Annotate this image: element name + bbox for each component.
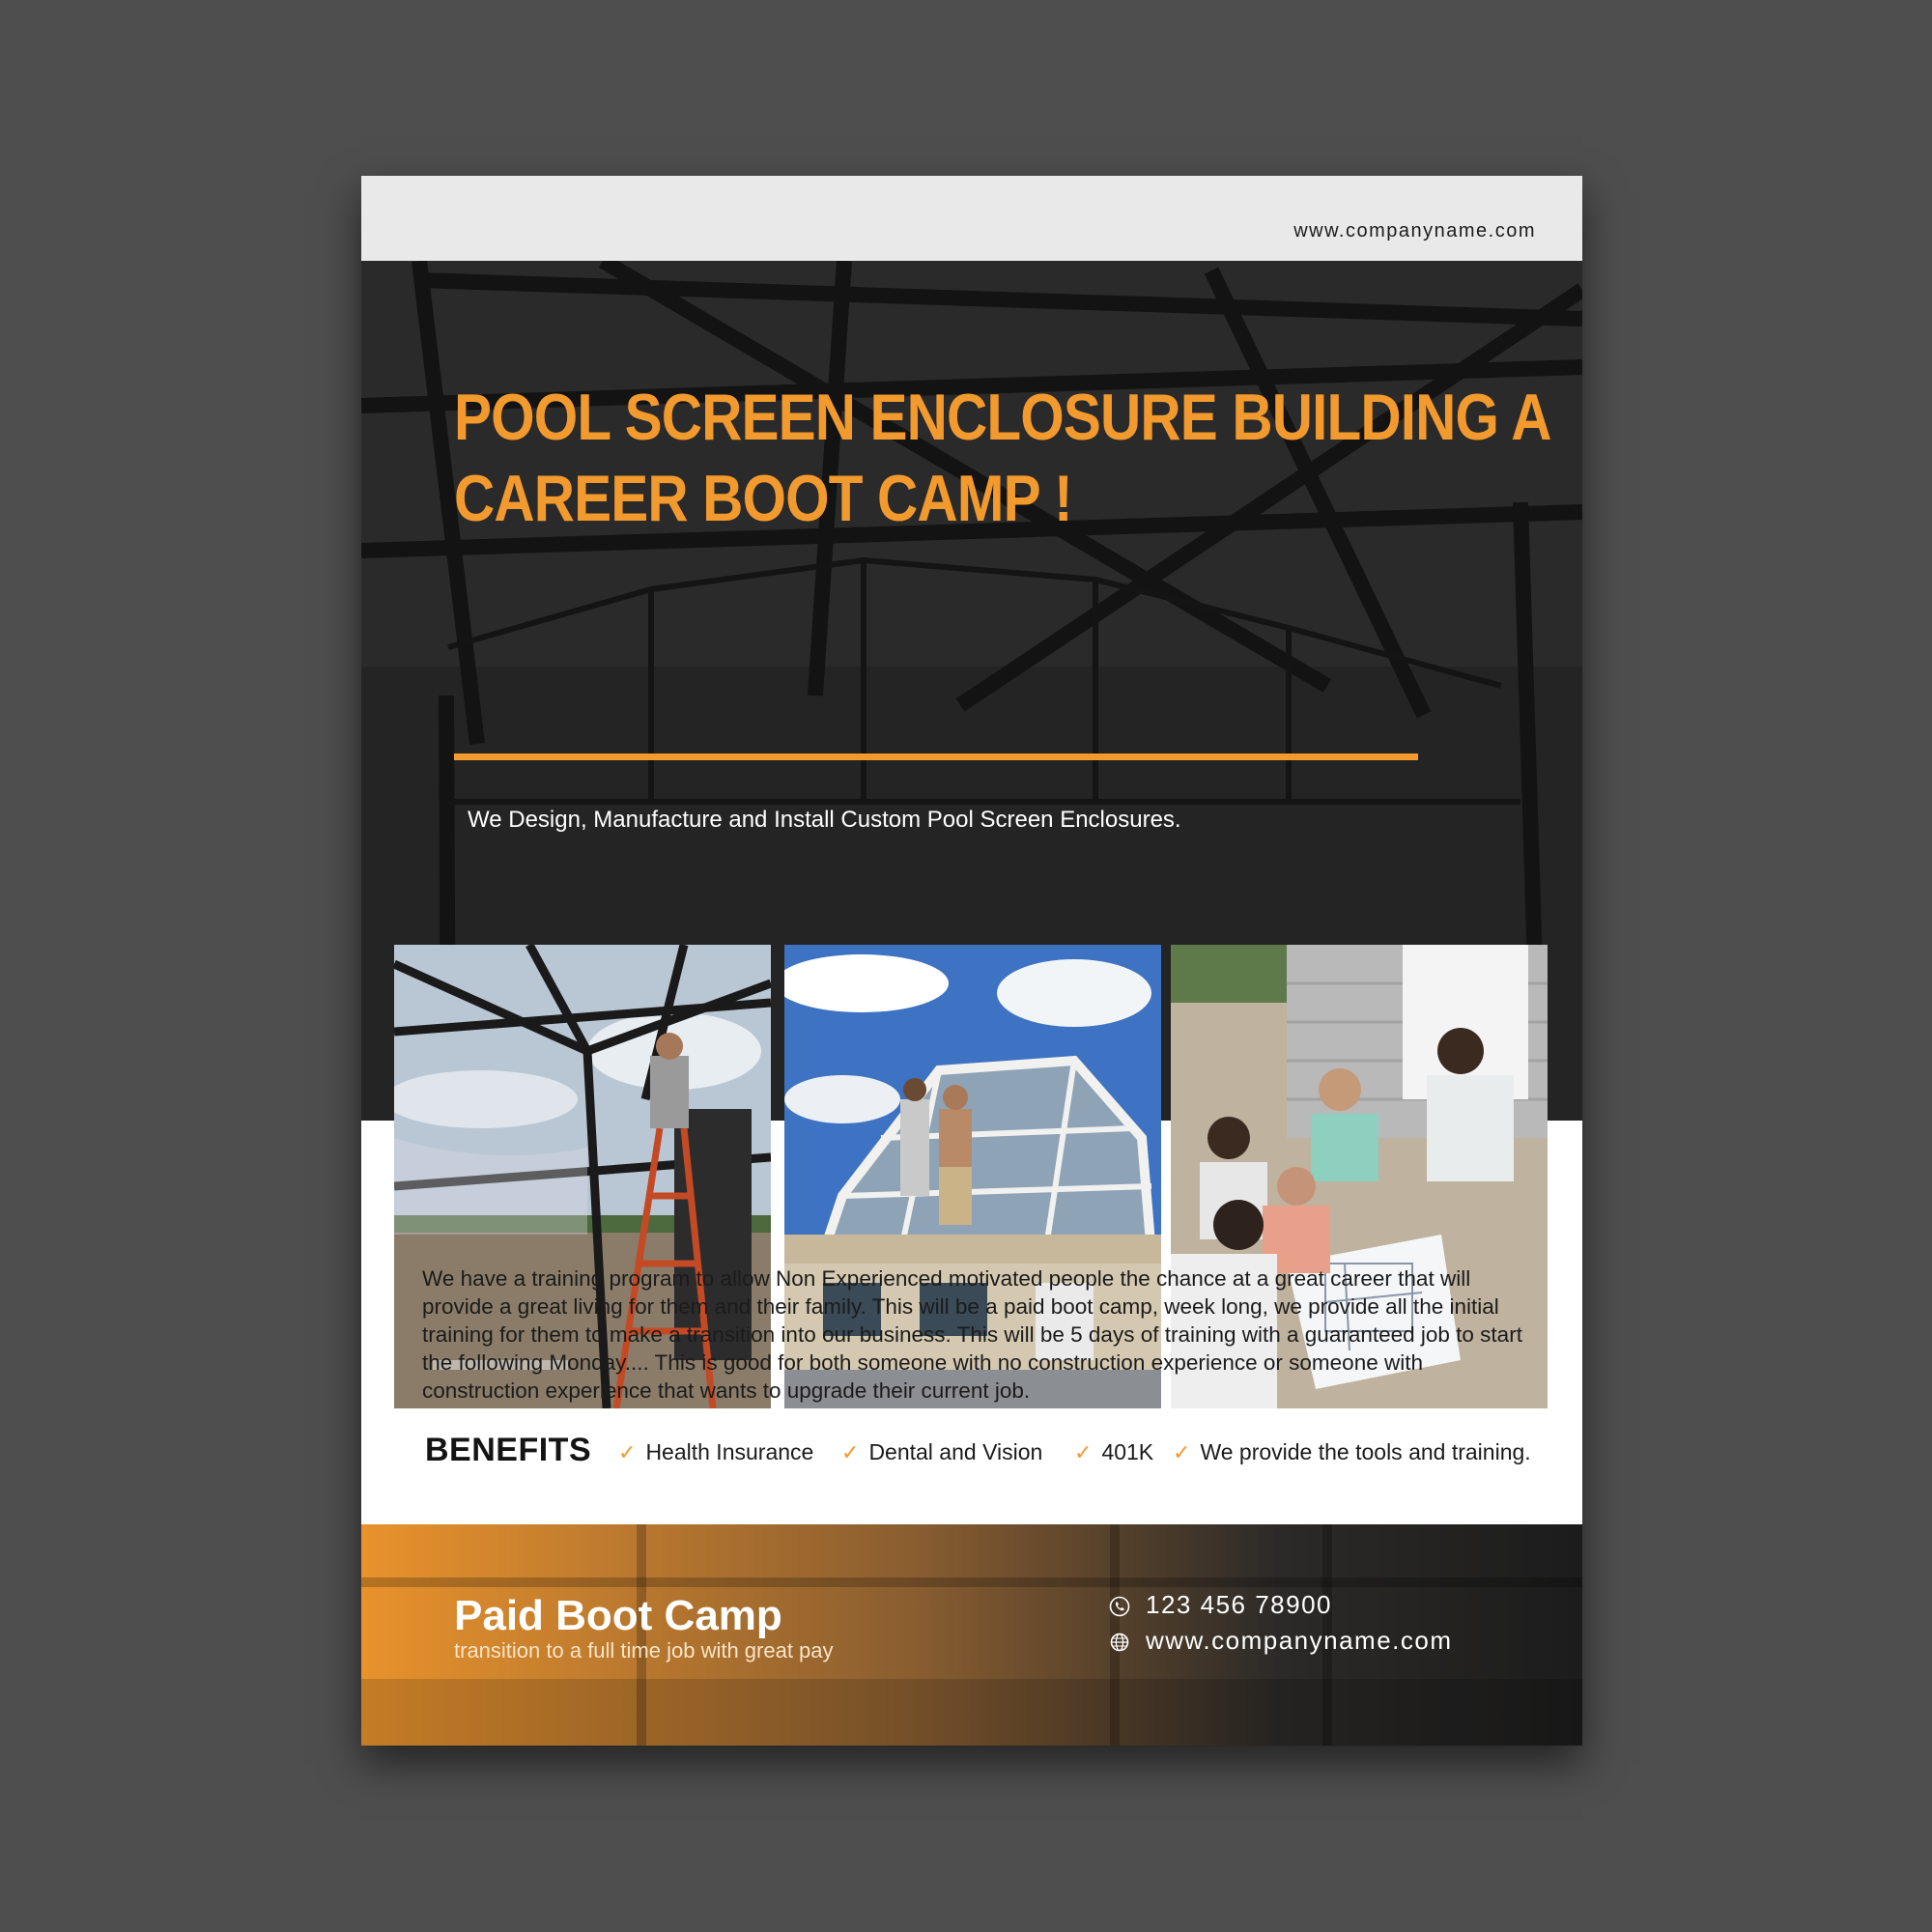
checkmark-icon: ✓	[841, 1440, 860, 1464]
header-website[interactable]: www.companyname.com	[1293, 220, 1536, 242]
benefit-item: ✓ Health Insurance	[618, 1439, 814, 1464]
contact-phone[interactable]: 123 456 78900	[1146, 1590, 1332, 1620]
tagline: We Design, Manufacture and Install Custom Pool Screen Enclosures.	[468, 807, 1181, 833]
footer-subline: transition to a full time job with great pay	[454, 1638, 834, 1662]
globe-icon	[1109, 1632, 1130, 1653]
contact-website[interactable]: www.companyname.com	[1146, 1626, 1453, 1656]
program-description: We have a training program to allow Non Experienced motivated people the chance at a great career that will provide a great living for them and their family. This will be a paid boot camp, week long, we provide all the initial training for them to make a transition into our business. This will be 5 days of training with a guaranteed job to start the following Monday.... This is good for both someone with no construction experience or someone with construction experience that wants to upgrade their current job.	[422, 1266, 1522, 1403]
top-bar	[361, 176, 1582, 261]
title-divider	[454, 753, 1418, 760]
checkmark-icon: ✓	[618, 1440, 637, 1464]
benefit-item: ✓ Dental and Vision	[841, 1439, 1043, 1464]
checkmark-icon: ✓	[1074, 1440, 1093, 1464]
footer-headline: Paid Boot Camp	[454, 1592, 782, 1639]
checkmark-icon: ✓	[1173, 1440, 1191, 1464]
page-title: POOL SCREEN ENCLOSURE BUILDING A CAREER BOOT CAMP !	[454, 381, 1551, 535]
benefits-section	[425, 1432, 1565, 1480]
footer-banner	[361, 1524, 1582, 1746]
benefit-item: ✓ We provide the tools and training.	[1173, 1439, 1531, 1464]
phone-icon	[1109, 1596, 1130, 1617]
flyer	[361, 176, 1582, 1746]
benefits-label: BENEFITS	[425, 1432, 592, 1468]
benefit-item: ✓ 401K	[1074, 1439, 1154, 1464]
